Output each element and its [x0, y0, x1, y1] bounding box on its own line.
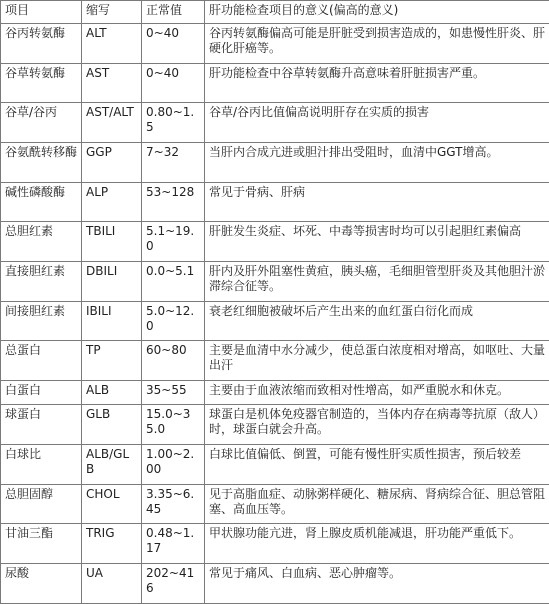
cell-meaning: 见于高脂血症、动脉粥样硬化、糖尿病、肾病综合征、胆总管阻塞、高血压等。 — [205, 484, 549, 524]
header-normal-value: 正常值 — [142, 1, 205, 24]
table-row — [1, 341, 549, 381]
cell-normal-value: 202~416 — [142, 564, 205, 604]
cell-normal-value: 3.35~6.45 — [142, 484, 205, 524]
cell-meaning: 肝脏发生炎症、坏死、中毒等损害时均可以引起胆红素偏高 — [205, 222, 549, 262]
cell-abbreviation: AST — [82, 63, 142, 103]
cell-item: 谷草/谷丙 — [1, 103, 82, 143]
header-meaning: 肝功能检查项目的意义(偏高的意义) — [205, 1, 549, 24]
cell-meaning: 常见于痛风、白血病、恶心肿瘤等。 — [205, 564, 549, 604]
cell-item: 间接胆红素 — [1, 301, 82, 341]
cell-normal-value: 60~80 — [142, 341, 205, 381]
table-row — [1, 182, 549, 222]
cell-meaning: 甲状腺功能亢进，肾上腺皮质机能减退，肝功能严重低下。 — [205, 524, 549, 564]
cell-abbreviation: DBILI — [82, 262, 142, 302]
table-header-row — [1, 1, 549, 24]
table-row — [1, 63, 549, 103]
cell-normal-value: 53~128 — [142, 182, 205, 222]
cell-normal-value: 15.0~35.0 — [142, 405, 205, 445]
cell-item: 白蛋白 — [1, 381, 82, 405]
table-row — [1, 143, 549, 183]
table-row — [1, 381, 549, 405]
cell-item: 总胆固醇 — [1, 484, 82, 524]
cell-item: 谷草转氨酶 — [1, 63, 82, 103]
cell-meaning: 当肝内合成亢进或胆汁排出受阻时，血清中GGT增高。 — [205, 143, 549, 183]
cell-meaning: 肝功能检查中谷草转氨酶升高意味着肝脏损害严重。 — [205, 63, 549, 103]
header-item: 项目 — [1, 1, 82, 24]
table-row — [1, 262, 549, 302]
cell-meaning: 谷丙转氨酶偏高可能是肝脏受到损害造成的，如患慢性肝炎、肝硬化肝癌等。 — [205, 24, 549, 64]
table-row — [1, 24, 549, 64]
cell-normal-value: 5.1~19.0 — [142, 222, 205, 262]
cell-abbreviation: CHOL — [82, 484, 142, 524]
cell-item: 总胆红素 — [1, 222, 82, 262]
cell-item: 直接胆红素 — [1, 262, 82, 302]
cell-normal-value: 0~40 — [142, 24, 205, 64]
table-row — [1, 301, 549, 341]
cell-normal-value: 5.0~12.0 — [142, 301, 205, 341]
cell-abbreviation: TP — [82, 341, 142, 381]
cell-normal-value: 0.48~1.17 — [142, 524, 205, 564]
cell-normal-value: 0.80~1.5 — [142, 103, 205, 143]
cell-abbreviation: TRIG — [82, 524, 142, 564]
cell-meaning: 主要由于血液浓缩而致相对性增高，如严重脱水和休克。 — [205, 381, 549, 405]
cell-item: 白球比 — [1, 445, 82, 485]
cell-meaning: 衰老红细胞被破坏后产生出来的血红蛋白衍化而成 — [205, 301, 549, 341]
cell-item: 尿酸 — [1, 564, 82, 604]
cell-item: 谷氨酰转移酶 — [1, 143, 82, 183]
cell-item: 碱性磷酸酶 — [1, 182, 82, 222]
cell-meaning: 谷草/谷丙比值偏高说明肝存在实质的损害 — [205, 103, 549, 143]
cell-abbreviation: ALP — [82, 182, 142, 222]
cell-meaning: 球蛋白是机体免疫器官制造的，当体内存在病毒等抗原（敌人）时，球蛋白就会升高。 — [205, 405, 549, 445]
cell-abbreviation: ALT — [82, 24, 142, 64]
cell-abbreviation: GLB — [82, 405, 142, 445]
cell-item: 总蛋白 — [1, 341, 82, 381]
table-row — [1, 445, 549, 485]
cell-item: 甘油三酯 — [1, 524, 82, 564]
cell-meaning: 白球比值偏低、倒置，可能有慢性肝实质性损害，预后较差 — [205, 445, 549, 485]
cell-abbreviation: UA — [82, 564, 142, 604]
cell-abbreviation: AST/ALT — [82, 103, 142, 143]
cell-abbreviation: TBILI — [82, 222, 142, 262]
cell-meaning: 肝内及肝外阻塞性黄疸，胰头癌，毛细胆管型肝炎及其他胆汁淤滞综合征等。 — [205, 262, 549, 302]
table-row — [1, 405, 549, 445]
cell-item: 谷丙转氨酶 — [1, 24, 82, 64]
cell-normal-value: 1.00~2.00 — [142, 445, 205, 485]
cell-abbreviation: ALB — [82, 381, 142, 405]
table-row — [1, 103, 549, 143]
table-row — [1, 222, 549, 262]
cell-normal-value: 35~55 — [142, 381, 205, 405]
cell-meaning: 主要是血清中水分减少，使总蛋白浓度相对增高，如呕吐、大量出汗 — [205, 341, 549, 381]
cell-meaning: 常见于骨病、肝病 — [205, 182, 549, 222]
table-row — [1, 564, 549, 604]
cell-abbreviation: GGP — [82, 143, 142, 183]
cell-normal-value: 7~32 — [142, 143, 205, 183]
cell-item: 球蛋白 — [1, 405, 82, 445]
cell-abbreviation: IBILI — [82, 301, 142, 341]
cell-normal-value: 0.0~5.1 — [142, 262, 205, 302]
cell-abbreviation: ALB/GLB — [82, 445, 142, 485]
table-row — [1, 524, 549, 564]
header-abbreviation: 缩写 — [82, 1, 142, 24]
table-row — [1, 484, 549, 524]
cell-normal-value: 0~40 — [142, 63, 205, 103]
